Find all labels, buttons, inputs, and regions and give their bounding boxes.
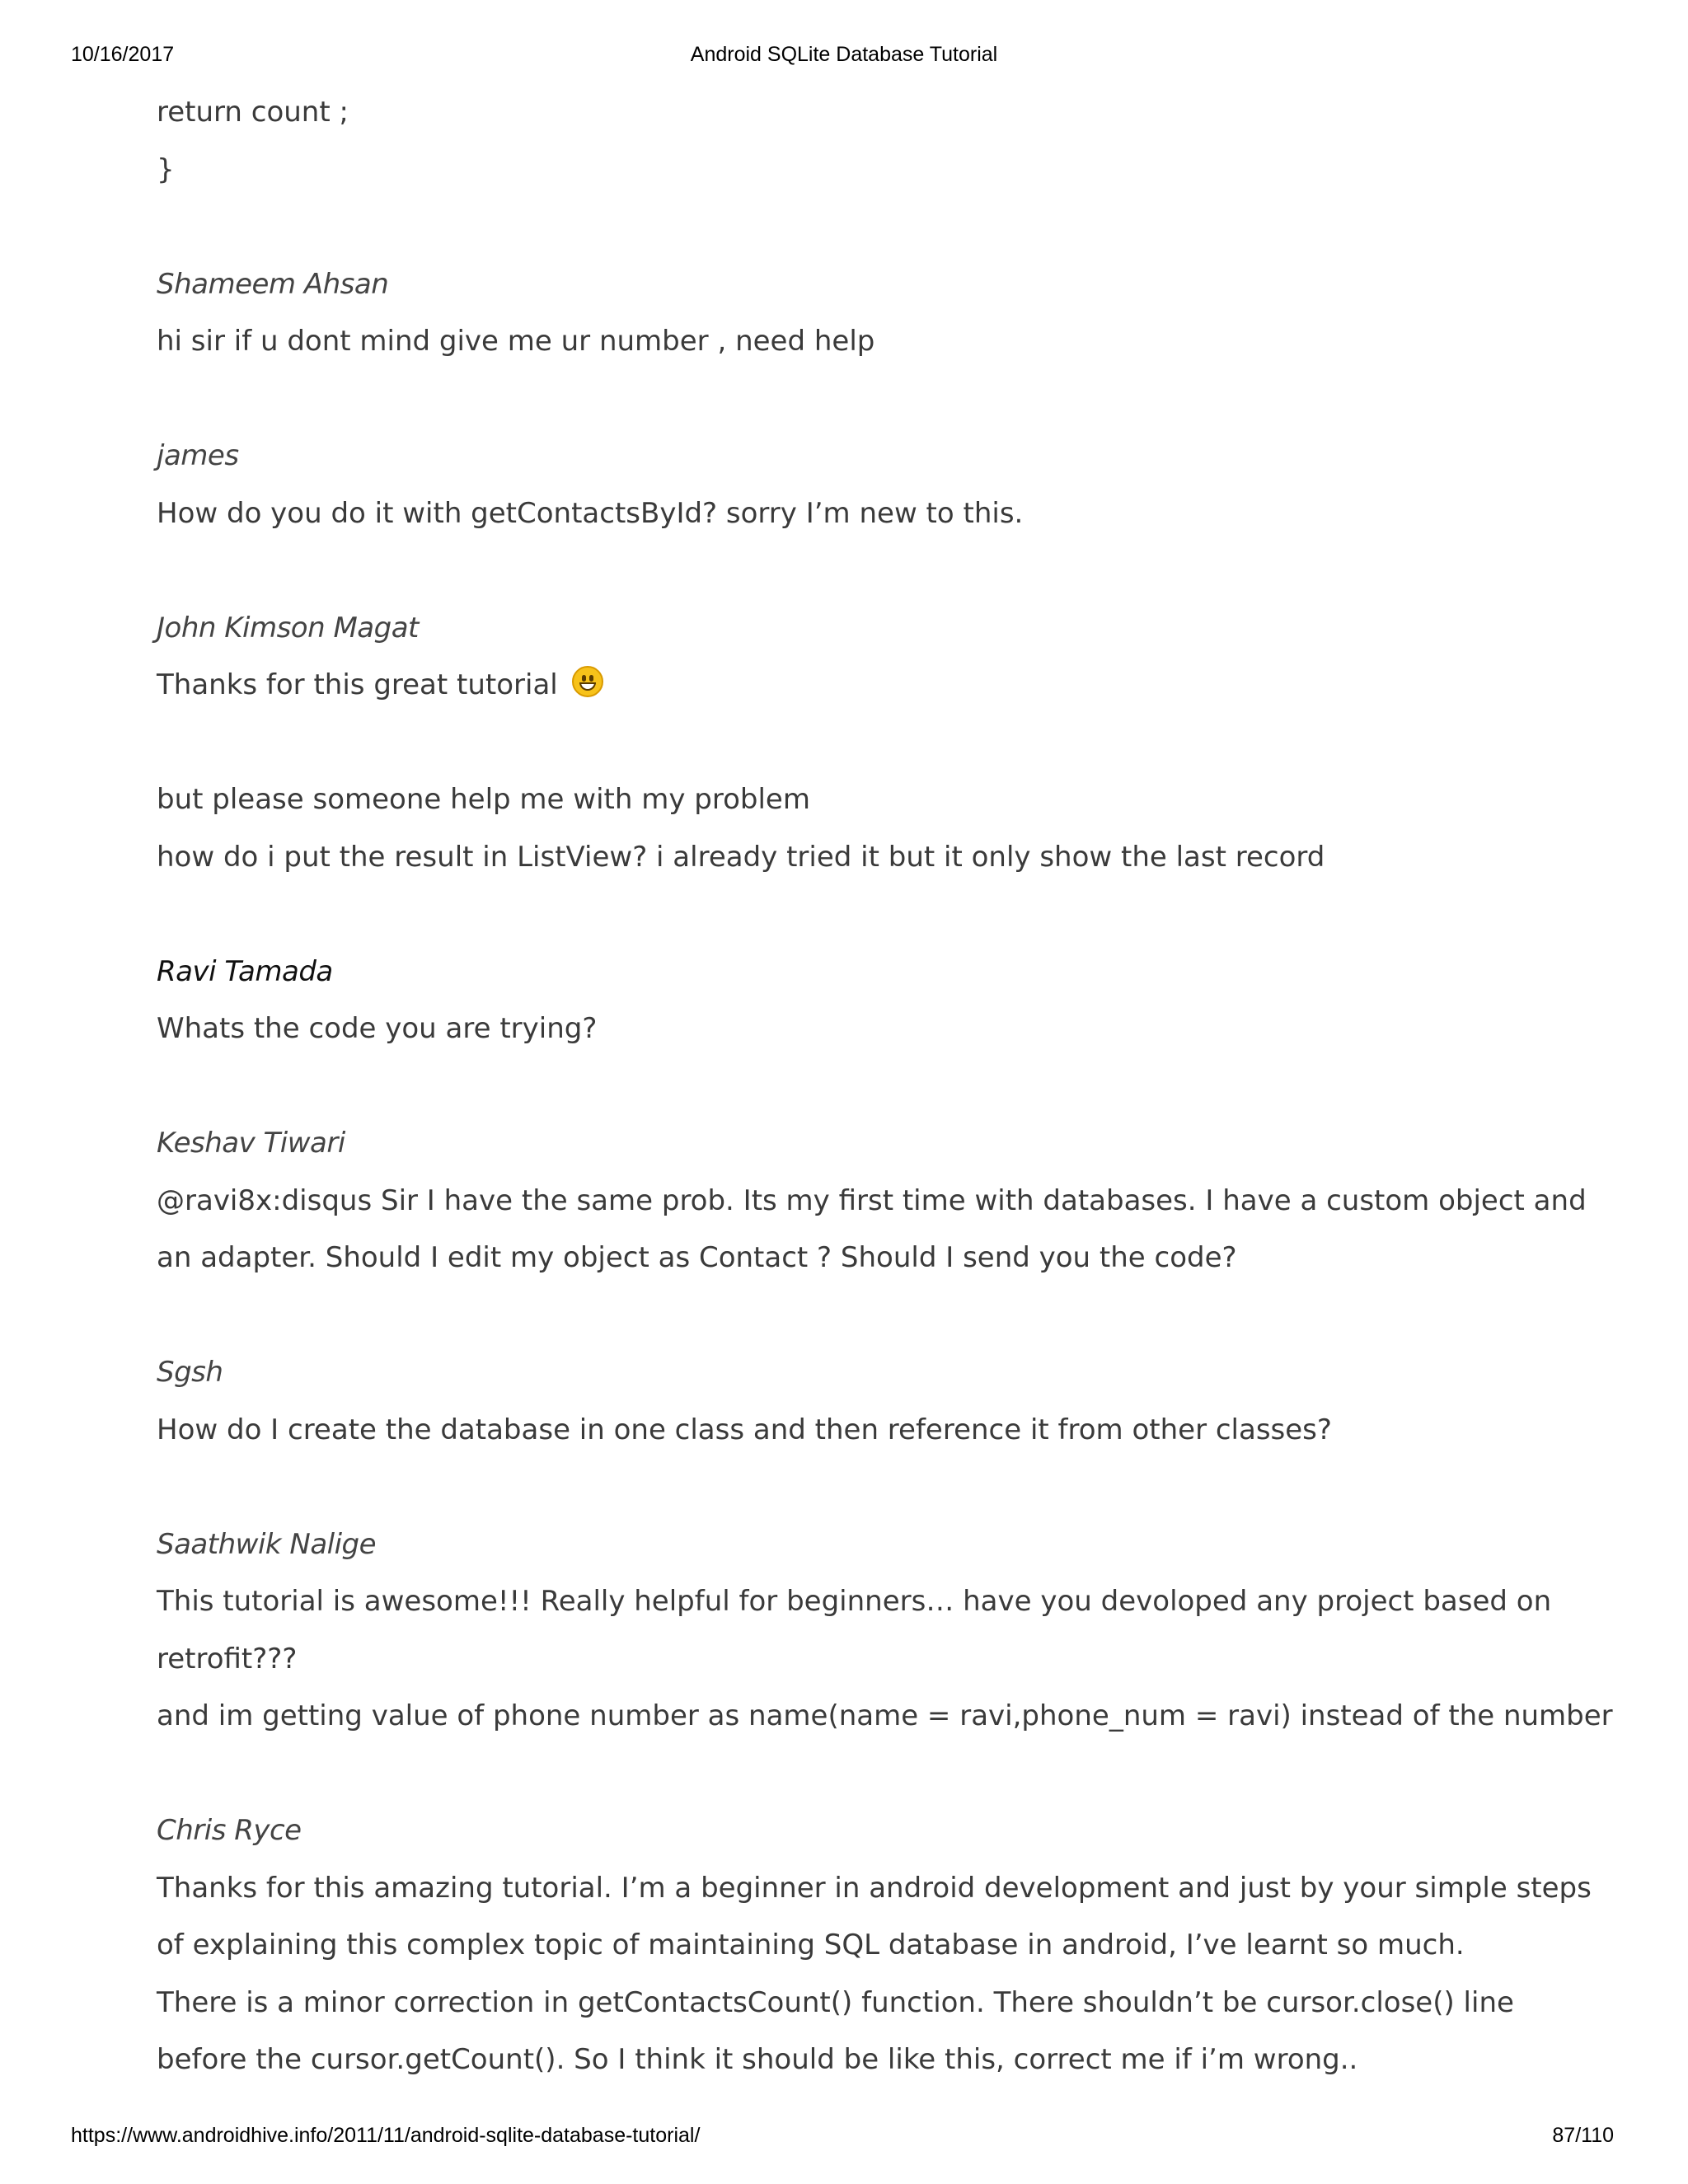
code-line: } xyxy=(157,152,175,186)
print-footer xyxy=(0,2124,1688,2154)
comment-text: but please someone help me with my problem xyxy=(157,783,810,816)
comments-content xyxy=(157,84,1613,2089)
comment-text: There is a minor correction in getContactsCount() function. There shouldn’t be cursor.close() line xyxy=(157,1985,1514,2019)
comment-author: Sgsh xyxy=(157,1356,223,1389)
comment-text: How do I create the database in one class and then reference it from other classes? xyxy=(157,1413,1332,1446)
comment-author: Chris Ryce xyxy=(157,1814,302,1847)
print-header xyxy=(0,43,1688,73)
comment-text: and im getting value of phone number as name(name = ravi,phone_num = ravi) instead of the number xyxy=(157,1699,1613,1732)
comment xyxy=(157,1516,1613,1746)
comment-author: Keshav Tiwari xyxy=(157,1127,345,1160)
print-title: Android SQLite Database Tutorial xyxy=(690,43,998,66)
print-date: 10/16/2017 xyxy=(71,43,175,66)
comment-author: Saathwik Nalige xyxy=(157,1527,377,1561)
comment xyxy=(157,1802,1592,2089)
comment-text: hi sir if u dont mind give me ur number , need help xyxy=(157,325,875,358)
comment-author: Ravi Tamada xyxy=(157,954,333,988)
comment-author: John Kimson Magat xyxy=(157,611,419,644)
comment xyxy=(157,600,1558,887)
comment-text: retrofit??? xyxy=(157,1642,298,1675)
comment xyxy=(157,1344,1558,1459)
comment-text: Whats the code you are trying? xyxy=(157,1012,598,1045)
comment xyxy=(157,944,1558,1058)
comment-text: @ravi8x:disqus Sir I have the same prob. Its my first time with databases. I have a custom object and xyxy=(157,1183,1587,1217)
comment xyxy=(157,256,1558,371)
comment-text: how do i put the result in ListView? i already tried it but it only show the last record xyxy=(157,840,1325,874)
page-number: 87/110 xyxy=(1552,2124,1614,2147)
comment-text: before the cursor.getCount(). So I think it should be like this, correct me if i’m wrong.. xyxy=(157,2043,1358,2076)
comment xyxy=(157,428,1558,542)
comment-text: How do you do it with getContactsById? sorry I’m new to this. xyxy=(157,496,1024,530)
comment-text: Thanks for this great tutorial xyxy=(157,668,558,701)
page-url-link[interactable]: https://www.androidhive.info/2011/11/android-sqlite-database-tutorial/ xyxy=(71,2124,701,2147)
comment-text: an adapter. Should I edit my object as Contact ? Should I send you the code? xyxy=(157,1241,1237,1274)
comment-text-line xyxy=(157,657,1558,715)
code-line: return count ; xyxy=(157,96,349,129)
comment xyxy=(157,1115,1587,1287)
comment-text: Thanks for this amazing tutorial. I’m a beginner in android development and just by your simple steps xyxy=(157,1871,1592,1905)
comment-text: of explaining this complex topic of maintaining SQL database in android, I’ve learnt so much. xyxy=(157,1929,1465,1961)
comment-text: This tutorial is awesome!!! Really helpful for beginners… have you devoloped any project based on xyxy=(157,1585,1552,1618)
grinning-face-icon xyxy=(572,666,603,697)
comment-author: james xyxy=(157,439,239,472)
comment-author: Shameem Ahsan xyxy=(157,267,389,301)
